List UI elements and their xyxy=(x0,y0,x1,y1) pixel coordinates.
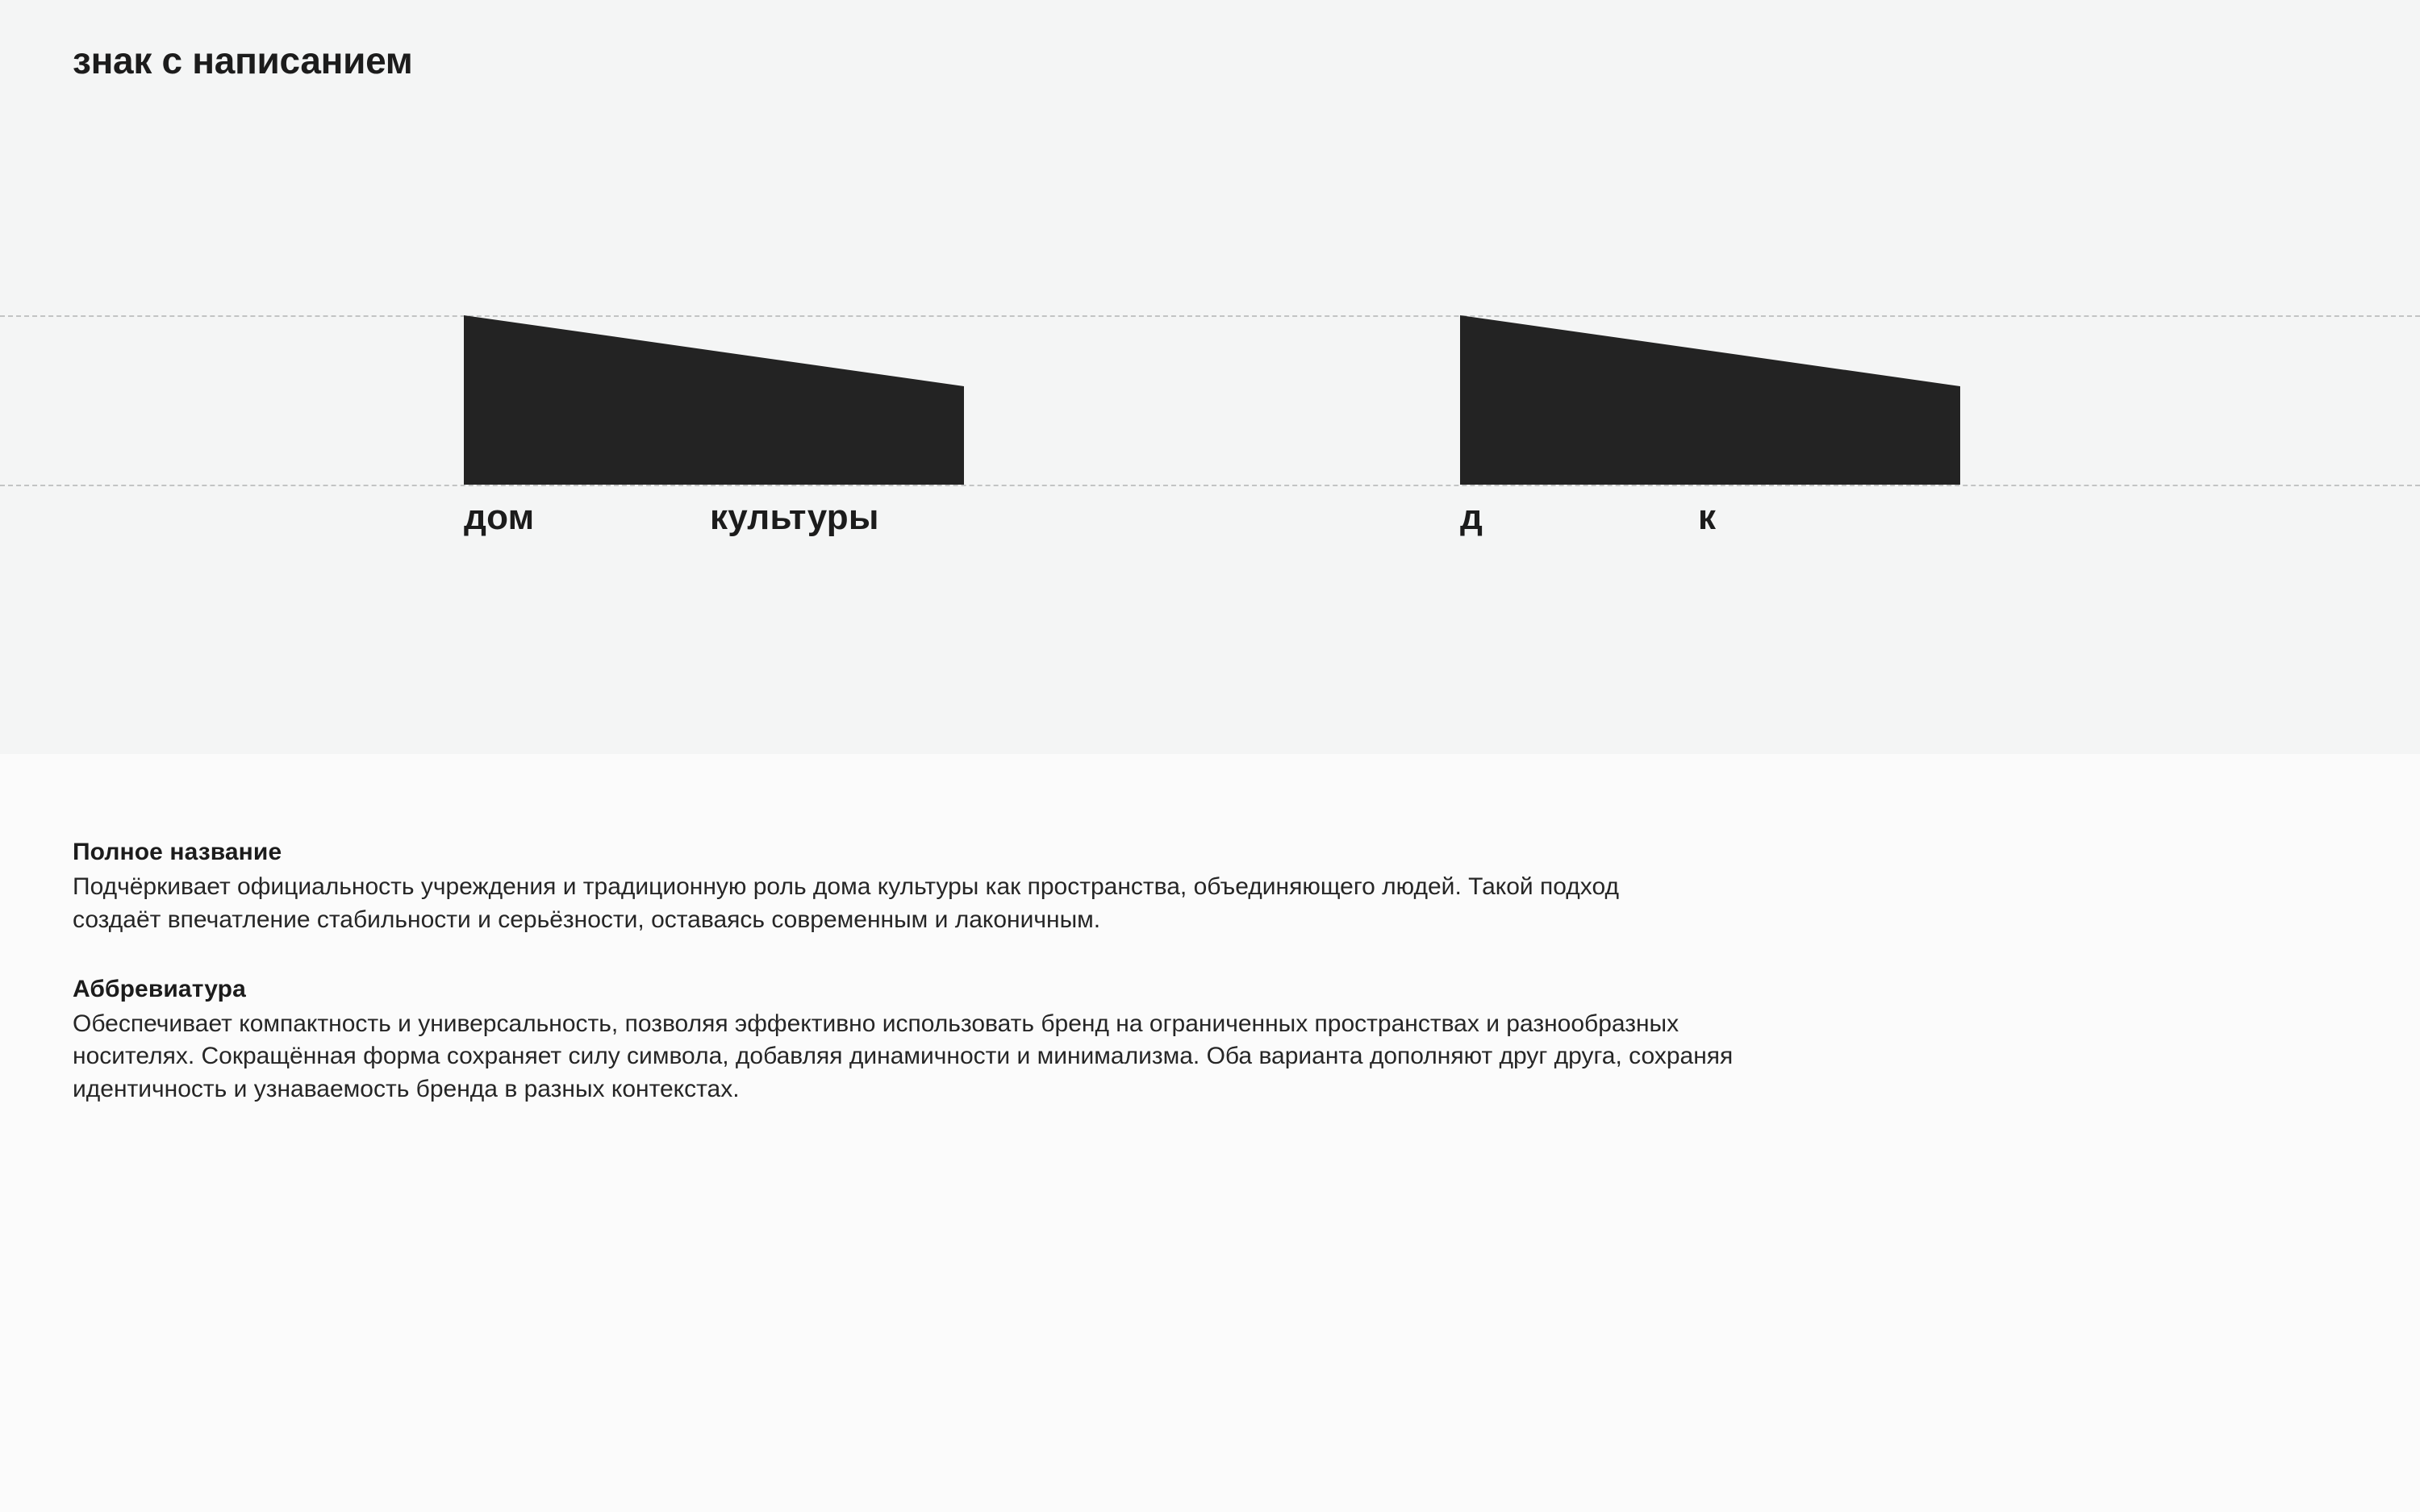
wordmark-abbreviation xyxy=(1460,500,1960,535)
wordmark-abbreviation-letter-1: д xyxy=(1460,498,1483,537)
dom-kultury-mark-abbreviation xyxy=(1460,315,1960,485)
section-full-name-body: Подчёркивает официальность учреждения и традиционную роль дома культуры как пространства, объединяющего людей. Такой подход создаёт впечатление стабильности и серьёзности, оставаясь современным и лаконичным. xyxy=(73,873,1619,933)
guideline-bottom xyxy=(0,485,2420,486)
section-abbreviation xyxy=(73,976,1831,1106)
wordmark-full xyxy=(464,500,980,535)
section-full-name xyxy=(73,839,1831,937)
wordmark-full-word-2: культуры xyxy=(710,498,879,537)
section-abbreviation-heading: Аббревиатура xyxy=(73,975,246,1002)
dom-kultury-mark-full xyxy=(464,315,964,485)
wordmark-abbreviation-letter-2: к xyxy=(1698,498,1717,537)
logo-full xyxy=(464,315,964,485)
wordmark-full-word-1: дом xyxy=(464,498,535,537)
description-column xyxy=(73,839,1831,1145)
section-full-name-heading: Полное название xyxy=(73,839,282,865)
page-title: знак с написанием xyxy=(73,40,413,81)
guideline-top xyxy=(0,315,2420,317)
section-abbreviation-body: Обеспечивает компактность и универсальность, позволяя эффективно использовать бренд на ограниченных пространствах и разнообразных носителях. Сокращённая форма сохраняет силу символа, добавляя динамичности и минимализма. Оба варианта дополняют друг друга, сохраняя идентичность и узнаваемость бренда в разных контекстах. xyxy=(73,1010,1734,1103)
logo-abbreviation xyxy=(1460,315,1960,485)
